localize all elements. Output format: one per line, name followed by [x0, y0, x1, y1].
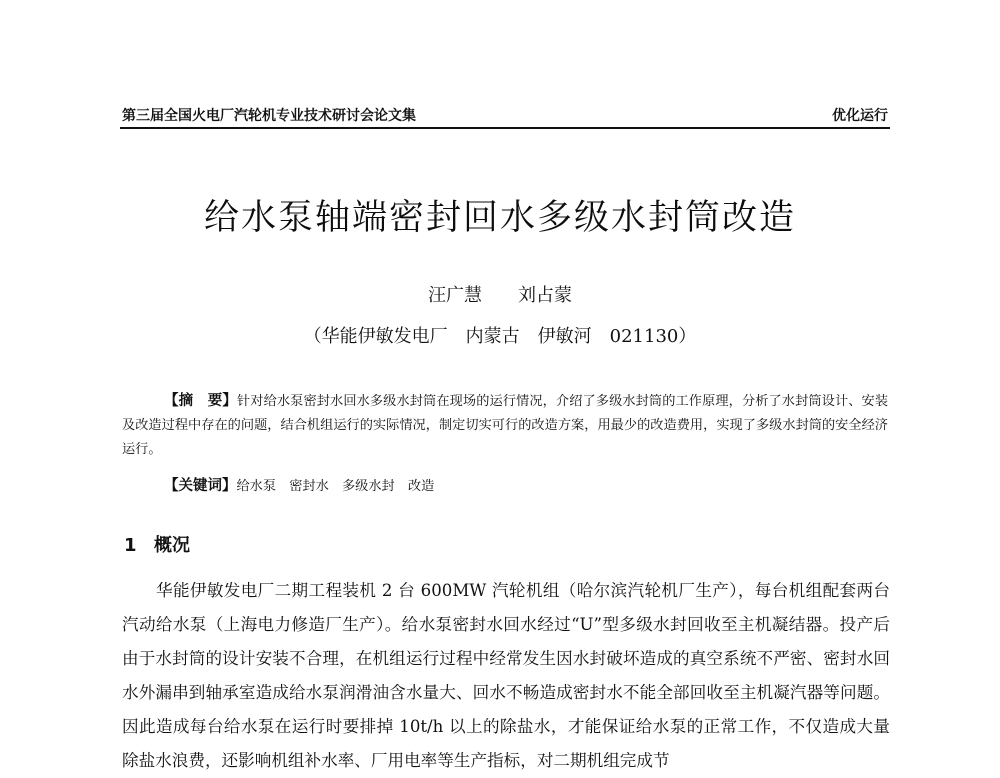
abstract: [122, 389, 888, 462]
abstract-label: 【摘 要】: [164, 393, 238, 409]
keywords-label: 【关键词】: [164, 478, 237, 494]
section-heading: [124, 531, 190, 557]
abstract-text: 针对给水泵密封水回水多级水封筒在现场的运行情况，介绍了多级水封筒的工作原理，分析了水封筒设计、安装及改造过程中存在的问题，结合机组运行的实际情况，制定切实可行的改造方案，用最少的改造费用，实现了多级水封筒的安全经济运行。: [122, 394, 889, 457]
journal-name: 第三届全国火电厂汽轮机专业技术研讨会论文集: [122, 108, 416, 124]
running-header: [120, 103, 890, 129]
section-body-paragraph: 华能伊敏发电厂二期工程装机 2 台 600MW 汽轮机组（哈尔滨汽轮机厂生产），每台机组配套两台汽动给水泵（上海电力修造厂生产）。给水泵密封水回水经过“U”型多级水封回收至主机凝结器。投产后由于水封筒的设计安装不合理，在机组运行过程中经常发生因水封破坏造成的真空系统不严密、密封水回水外漏串到轴承室造成给水泵润滑油含水量大、回水不畅造成密封水不能全部回收至主机凝汽器等问题。因此造成每台给水泵在运行时要排掉 10t/h 以上的除盐水，才能保证给水泵的正常工作，不仅造成大量除盐水浪费，还影响机组补水率、厂用电率等生产指标，对二期机组完成节: [122, 581, 890, 770]
paper-title: 给水泵轴端密封回水多级水封筒改造: [203, 198, 796, 238]
section-number: 1: [124, 535, 137, 556]
section-title-text: 概况: [154, 535, 190, 556]
keywords-text: 给水泵 密封水 多级水封 改造: [236, 479, 435, 494]
section-name: 优化运行: [832, 108, 888, 124]
author-name: 刘占蒙: [518, 285, 572, 306]
affiliation: （华能伊敏发电厂 内蒙古 伊敏河 021130）: [303, 326, 697, 347]
keywords: [164, 474, 434, 495]
author-line: [0, 281, 1000, 307]
author-name: 汪广慧: [428, 285, 482, 306]
